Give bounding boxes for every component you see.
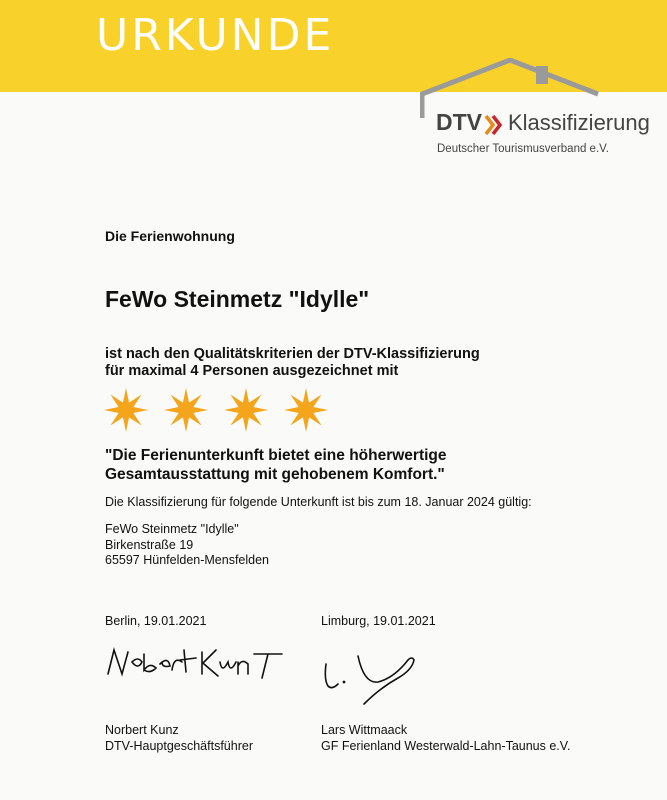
star-icon bbox=[163, 387, 209, 433]
quote-line-1: "Die Ferienunterkunft bietet eine höherwertige bbox=[105, 447, 447, 464]
address-block bbox=[105, 522, 269, 569]
criteria-text bbox=[105, 346, 565, 381]
star-icon bbox=[283, 387, 329, 433]
criteria-line-2: für maximal 4 Personen ausgezeichnet mit bbox=[105, 363, 399, 380]
signature-lars-wittmaack-icon bbox=[318, 646, 438, 706]
right-signatory-name: Lars Wittmaack bbox=[321, 723, 408, 737]
quote-line-2: Gesamtausstattung mit gehobenem Komfort." bbox=[105, 465, 445, 483]
left-signatory-name: Norbert Kunz bbox=[105, 723, 179, 737]
left-signatory-role: DTV-Hauptgeschäftsführer bbox=[105, 738, 253, 753]
chevron-logo-icon bbox=[484, 114, 508, 136]
address-line-3: 65597 Hünfelden-Mensfelden bbox=[105, 553, 270, 568]
left-signatory bbox=[105, 723, 253, 754]
property-type-label: Die Ferienwohnung bbox=[105, 228, 235, 244]
logo-text: Klassifizierung bbox=[508, 110, 650, 135]
right-place-date: Limburg, 19.01.2021 bbox=[321, 614, 436, 628]
dtv-logo bbox=[420, 58, 660, 168]
rating-quote bbox=[105, 447, 565, 484]
logo-brand: DTV bbox=[436, 109, 482, 135]
right-signatory-role: GF Ferienland Westerwald-Lahn-Taunus e.V. bbox=[321, 738, 571, 753]
address-line-2: Birkenstraße 19 bbox=[105, 537, 194, 552]
criteria-line-1: ist nach den Qualitätskriterien der DTV-Klassifizierung bbox=[105, 346, 480, 362]
star-icon bbox=[103, 387, 149, 433]
address-line-1: FeWo Steinmetz "Idylle" bbox=[105, 522, 239, 536]
star-icon bbox=[223, 387, 269, 433]
signature-norbert-kunz-icon bbox=[104, 640, 294, 690]
validity-text: Die Klassifizierung für folgende Unterkunft ist bis zum 18. Januar 2024 gültig: bbox=[105, 495, 532, 509]
certificate-title: URKUNDE bbox=[96, 10, 335, 61]
property-name: FeWo Steinmetz "Idylle" bbox=[105, 286, 370, 312]
right-signatory bbox=[321, 723, 570, 754]
logo-subtitle: Deutscher Tourismusverband e.V. bbox=[437, 143, 609, 155]
star-rating bbox=[103, 387, 343, 437]
left-place-date: Berlin, 19.01.2021 bbox=[105, 614, 207, 628]
